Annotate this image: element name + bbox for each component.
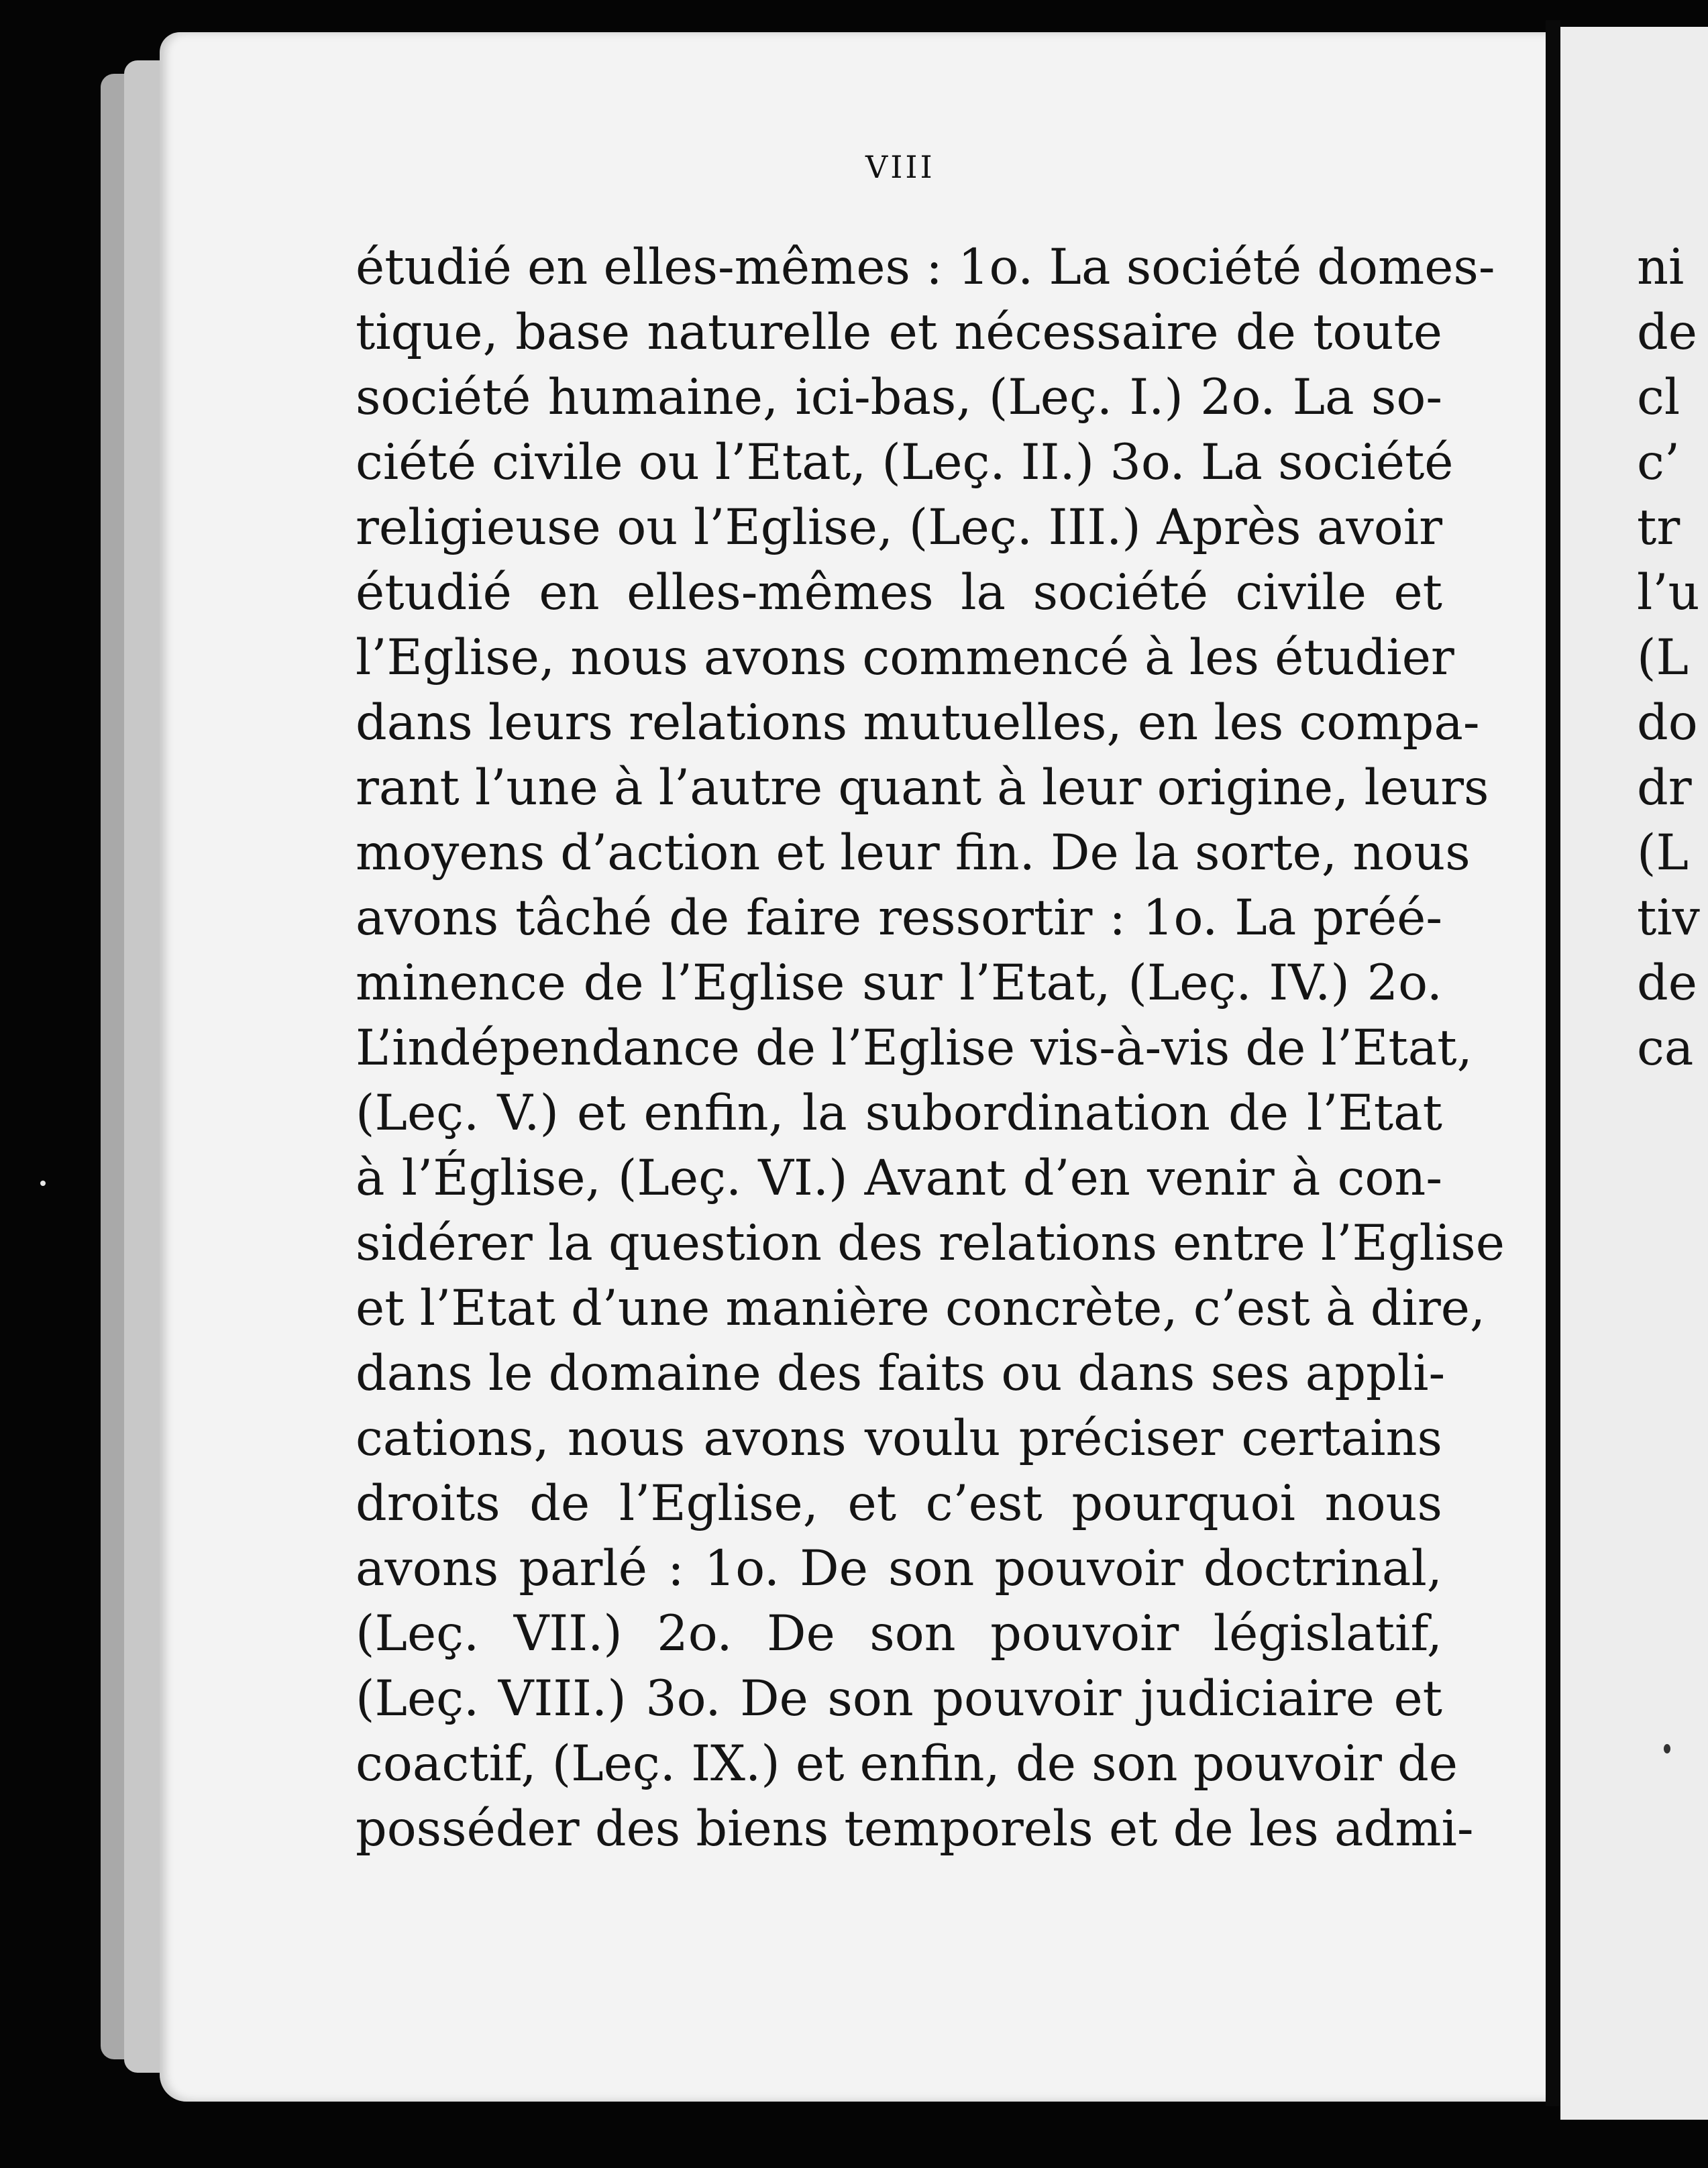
facing-text-fragment: de: [1637, 955, 1697, 1012]
text-line: religieuse ou l’Eglise, (Leç. III.) Après avoir: [356, 499, 1442, 556]
text-line: moyens d’action et leur fin. De la sorte, nous: [356, 824, 1471, 881]
facing-text-fragment: dr: [1637, 759, 1692, 816]
facing-text-fragment: cl: [1637, 369, 1680, 426]
facing-text-fragment: de: [1637, 304, 1697, 361]
text-line: (Leç. VIII.) 3o. De son pouvoir judiciaire et: [356, 1670, 1442, 1727]
page-number: VIII: [865, 149, 935, 185]
text-line: étudié en elles-mêmes la société civile et: [356, 564, 1442, 621]
scan-speck: [40, 1181, 46, 1186]
facing-text-fragment: ca: [1637, 1020, 1694, 1077]
text-line: sidérer la question des relations entre l’Eglise: [356, 1215, 1505, 1272]
facing-page-text: [1637, 235, 1700, 1081]
facing-text-fragment: tiv: [1637, 889, 1700, 946]
scan-speck: [1664, 1744, 1670, 1753]
book-gutter: [1546, 20, 1560, 2106]
text-line: minence de l’Eglise sur l’Etat, (Leç. IV.) 2o.: [356, 955, 1442, 1012]
facing-text-fragment: c’: [1637, 434, 1680, 491]
text-line: (Leç. VII.) 2o. De son pouvoir législatif,: [356, 1605, 1442, 1662]
text-line: droits de l’Eglise, et c’est pourquoi nous: [356, 1475, 1442, 1532]
text-line: société humaine, ici-bas, (Leç. I.) 2o. La so-: [356, 369, 1442, 426]
body-paragraph: [356, 235, 1505, 1861]
text-line: avons parlé : 1o. De son pouvoir doctrinal,: [356, 1540, 1442, 1597]
text-line: cations, nous avons voulu préciser certains: [356, 1410, 1442, 1467]
text-line: rant l’une à l’autre quant à leur origine, leurs: [356, 759, 1489, 816]
text-line: à l’Église, (Leç. VI.) Avant d’en venir à con-: [356, 1150, 1442, 1207]
facing-text-fragment: (L: [1637, 629, 1689, 686]
text-line: étudié en elles-mêmes : 1o. La société domes-: [356, 239, 1495, 296]
text-line: posséder des biens temporels et de les admi-: [356, 1800, 1474, 1857]
text-line: ciété civile ou l’Etat, (Leç. II.) 3o. La société: [356, 434, 1454, 491]
text-line: l’Eglise, nous avons commencé à les étudier: [356, 629, 1454, 686]
facing-text-fragment: tr: [1637, 499, 1680, 556]
text-line: avons tâché de faire ressortir : 1o. La préé-: [356, 889, 1442, 946]
text-line: (Leç. V.) et enfin, la subordination de l’Etat: [356, 1085, 1442, 1142]
text-line: tique, base naturelle et nécessaire de toute: [356, 304, 1442, 361]
facing-text-fragment: (L: [1637, 824, 1689, 881]
facing-text-fragment: do: [1637, 694, 1698, 751]
facing-text-fragment: ni: [1637, 239, 1685, 296]
text-line: dans le domaine des faits ou dans ses appli-: [356, 1345, 1446, 1402]
text-line: dans leurs relations mutuelles, en les compa-: [356, 694, 1480, 751]
text-line: et l’Etat d’une manière concrète, c’est à dire,: [356, 1280, 1486, 1337]
text-line: L’indépendance de l’Eglise vis-à-vis de l’Etat,: [356, 1020, 1473, 1077]
text-line: coactif, (Leç. IX.) et enfin, de son pouvoir de: [356, 1735, 1458, 1792]
facing-text-fragment: l’u: [1637, 564, 1700, 621]
